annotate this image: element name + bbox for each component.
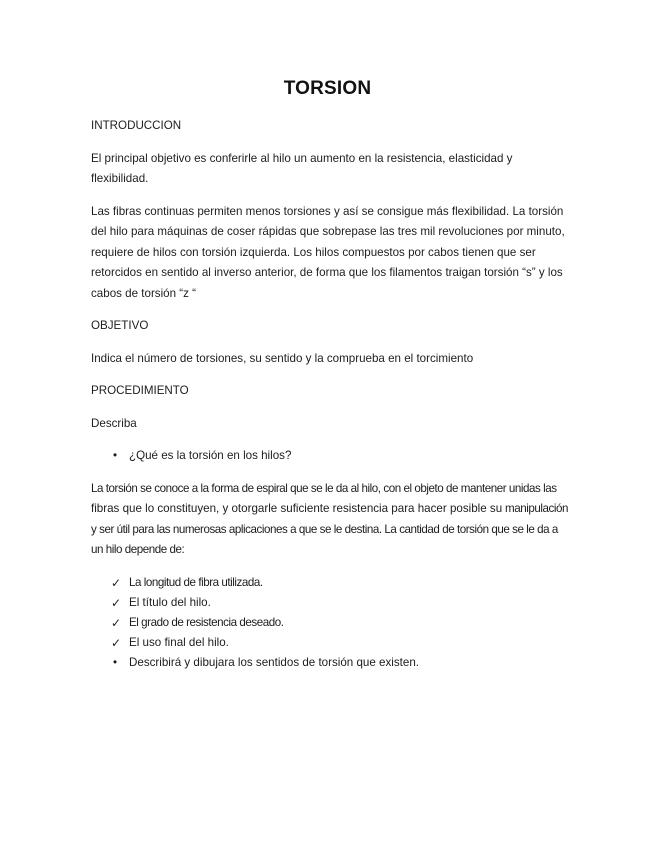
introduction-paragraph-2: Las fibras continuas permiten menos torsiones y así se consigue más flexibilidad. La torsión del hilo para máquinas de coser rápidas que sobrepase las tres mil revoluciones por minuto, requiere de hilos con torsión izquierda. Los hilos compuestos por cabos tienen que ser retorcidos en sentido al inverso anterior, de forma que los filamentos traigan torsión “s” y los cabos de torsión “z “ bbox=[91, 204, 565, 300]
list-item bbox=[91, 573, 571, 593]
answer-line-3: manipulación y ser útil para las numerosas aplicaciones a que se le destina. La cantidad de torsión que se le da a un hilo depende de: bbox=[91, 502, 568, 556]
checkmark-icon: ✓ bbox=[110, 595, 122, 610]
list-item bbox=[91, 653, 571, 673]
objective-heading: OBJETIVO bbox=[91, 319, 149, 332]
introduction-heading: INTRODUCCION bbox=[91, 119, 182, 132]
checklist-item-text: El uso final del hilo. bbox=[129, 635, 229, 649]
objective-paragraph: Indica el número de torsiones, su sentido y la comprueba en el torcimiento bbox=[91, 351, 474, 365]
checklist-item-text: El grado de resistencia deseado. bbox=[129, 615, 284, 629]
checkmark-icon: ✓ bbox=[110, 575, 122, 590]
procedure-heading: PROCEDIMIENTO bbox=[91, 384, 189, 397]
checkmark-icon: ✓ bbox=[110, 635, 122, 650]
checkmark-icon: ✓ bbox=[110, 615, 122, 630]
factors-checklist bbox=[91, 573, 571, 673]
list-item bbox=[91, 633, 571, 653]
answer-paragraph bbox=[91, 479, 571, 561]
describe-label: Describa bbox=[91, 416, 137, 430]
bullet-icon: • bbox=[112, 449, 118, 462]
introduction-paragraph-1: El principal objetivo es conferirle al hilo un aumento en la resistencia, elasticidad y flexibilidad. bbox=[91, 151, 513, 185]
list-item bbox=[91, 593, 571, 613]
page-title: TORSION bbox=[283, 78, 372, 99]
list-item bbox=[91, 446, 571, 467]
answer-line-1: La torsión se conoce a la forma de espiral que se le da al hilo, con el objeto de mantener unidas las bbox=[91, 481, 557, 495]
answer-line-2: fibras que lo constituyen, y otorgarle suficiente resistencia para hacer posible su bbox=[91, 502, 503, 515]
document-body bbox=[91, 116, 571, 673]
question-text: ¿Qué es la torsión en los hilos? bbox=[129, 449, 292, 462]
checklist-item-text: La longitud de fibra utilizada. bbox=[129, 575, 263, 589]
list-item bbox=[91, 613, 571, 633]
bullet-icon: • bbox=[112, 655, 118, 669]
final-bullet-text: Describirá y dibujara los sentidos de torsión que existen. bbox=[129, 655, 419, 669]
question-list bbox=[91, 446, 571, 467]
checklist-item-text: El título del hilo. bbox=[129, 595, 211, 609]
